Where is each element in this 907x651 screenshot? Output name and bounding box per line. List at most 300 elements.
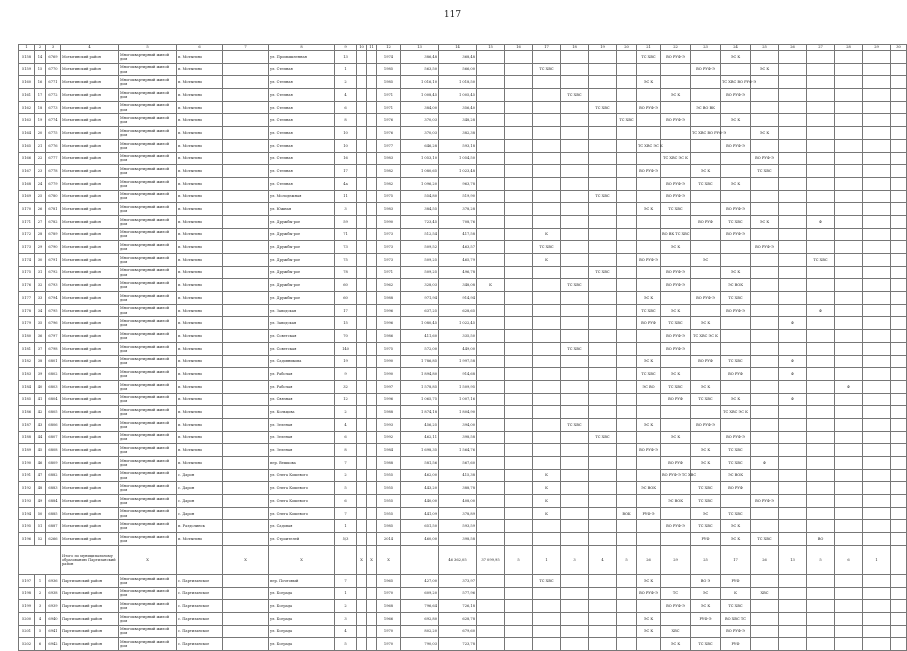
table-cell: ул. Бограда [269,612,335,625]
table-cell [367,638,377,651]
table-cell: 59 [335,215,357,228]
table-cell: ЭС [691,587,721,600]
table-cell [367,304,377,317]
table-cell [367,625,377,638]
table-row [19,574,907,587]
table-cell: ЭС К [691,444,721,457]
table-cell [589,625,617,638]
table-cell: 5179 [19,317,35,330]
table-cell: 1970 [377,625,401,638]
registry-table-wrapper [18,44,901,649]
table-cell [505,89,533,102]
table-cell: ТС ХВС [721,457,751,470]
table-cell: ВО ВК ТС ХВС [661,228,691,241]
table-cell: 1 [863,545,891,574]
table-cell: ЭС К [637,574,661,587]
table-cell [223,89,269,102]
table-row [19,114,907,127]
table-cell: 15 [335,317,357,330]
table-cell: ВО РУФ-Э [691,63,721,76]
table-cell [779,139,807,152]
table-cell [863,368,891,381]
table-cell [807,342,835,355]
table-cell: 6803 [46,380,61,393]
table-cell: Мотыгинский район [61,469,119,482]
table-cell [891,587,907,600]
table-cell: п. Мотыгино [177,418,223,431]
table-cell [691,139,721,152]
table-cell [589,76,617,89]
table-cell [533,76,561,89]
table-cell: Мотыгинский район [61,89,119,102]
table-cell [721,241,751,254]
table-cell [617,380,637,393]
table-cell [357,254,367,267]
table-cell [835,444,863,457]
table-cell: Многоквартирный жилой дом [119,418,177,431]
table-cell [751,279,779,292]
table-cell [863,600,891,613]
table-cell: 48 [35,482,46,495]
table-cell: Многоквартирный жилой дом [119,241,177,254]
table-cell [533,215,561,228]
table-cell [533,304,561,317]
table-cell [561,139,589,152]
table-cell [661,482,691,495]
table-cell: 398,58 [439,533,477,546]
table-cell: 1982 [377,165,401,178]
table-cell: Многоквартирный жилой дом [119,89,177,102]
table-cell [835,406,863,419]
table-cell [477,406,505,419]
table-cell: 12 [335,393,357,406]
table-cell: 1 786,85 [401,355,439,368]
table-cell: 26 [751,545,779,574]
table-cell: 348,28 [439,114,477,127]
table-cell: 386,48 [401,51,439,64]
table-cell [779,600,807,613]
table-cell [223,254,269,267]
table-cell: ул. Рабочая [269,380,335,393]
table-cell [863,469,891,482]
table-row [19,292,907,305]
table-cell [477,317,505,330]
table-cell: 25 [691,545,721,574]
table-row [19,342,907,355]
table-cell [751,355,779,368]
table-cell [891,152,907,165]
table-cell [637,279,661,292]
table-cell [617,127,637,140]
table-cell: Мотыгинский район [61,165,119,178]
table-cell [891,317,907,330]
table-cell: 1 578,85 [401,380,439,393]
table-cell [617,279,637,292]
table-cell [357,51,367,64]
table-cell: Мотыгинский район [61,101,119,114]
table-cell [637,63,661,76]
table-cell [807,279,835,292]
table-row [19,380,907,393]
table-cell: 6887 [46,520,61,533]
table-cell: 577,96 [439,587,477,600]
table-cell [863,114,891,127]
table-cell [807,101,835,114]
table-cell: 6884 [46,495,61,508]
table-cell: 4 [335,89,357,102]
table-cell: 348,08 [439,279,477,292]
table-cell [779,292,807,305]
table-cell: ул. Степная [269,76,335,89]
table-cell [357,63,367,76]
table-cell: 651,50 [401,520,439,533]
table-cell [357,165,367,178]
table-cell: ул. Бограда [269,600,335,613]
table-cell: РУФ-Э [637,507,661,520]
table-cell [779,165,807,178]
table-cell [533,89,561,102]
table-cell: 2 [335,406,357,419]
table-cell: 5161 [19,89,35,102]
table-cell: 5201 [19,625,35,638]
table-cell: ТС ХВС [721,600,751,613]
table-cell [561,215,589,228]
table-cell [691,368,721,381]
table-cell: ул. Рабочая [269,368,335,381]
table-cell [589,292,617,305]
table-cell [617,625,637,638]
table-cell: 5195 [19,520,35,533]
table-cell: 46 362,05 [439,545,477,574]
table-cell: 456,25 [401,418,439,431]
table-cell: 1971 [377,89,401,102]
column-header: 10 [357,45,367,51]
table-cell: ЭС К [661,431,691,444]
table-cell [533,342,561,355]
table-cell [561,101,589,114]
table-cell [779,520,807,533]
table-cell: ВО РУФ-Э [751,495,779,508]
table-cell [617,342,637,355]
table-cell [477,495,505,508]
table-cell [721,495,751,508]
table-cell [863,51,891,64]
table-cell [617,612,637,625]
table-cell [223,127,269,140]
table-cell: Многоквартирный жилой дом [119,625,177,638]
table-cell: ул. Дружбы-рое [269,228,335,241]
table-cell: 32 [335,380,357,393]
table-cell: 4 [335,625,357,638]
table-cell [835,600,863,613]
column-header: 13 [401,45,439,51]
table-cell [505,254,533,267]
table-cell: 6 [335,101,357,114]
table-cell: 496,78 [439,266,477,279]
table-cell [835,482,863,495]
table-cell: Многоквартирный жилой дом [119,612,177,625]
table-cell [617,152,637,165]
table-cell: Ф [779,368,807,381]
table-cell [863,304,891,317]
table-cell: 140 [335,342,357,355]
table-cell [223,444,269,457]
table-cell [367,114,377,127]
table-cell [835,625,863,638]
table-cell: 8 [335,444,357,457]
table-cell: 1968 [377,600,401,613]
table-cell [367,406,377,419]
table-cell: Мотыгинский район [61,368,119,381]
table-cell: ЭС К [637,355,661,368]
table-cell: Многоквартирный жилой дом [119,292,177,305]
table-cell: п. Мотыгино [177,444,223,457]
table-cell: 10 [335,139,357,152]
table-cell: п. Мотыгино [177,317,223,330]
table-cell: 796,64 [401,600,439,613]
table-cell: п. Мотыгино [177,279,223,292]
table-cell: 6798 [46,342,61,355]
table-cell: 370,03 [401,127,439,140]
table-row [19,612,907,625]
column-header: 14 [439,45,477,51]
table-cell [223,380,269,393]
table-cell [177,545,223,574]
table-cell: 6938 [46,587,61,600]
table-cell [863,266,891,279]
table-cell [617,638,637,651]
table-cell [721,317,751,330]
table-cell: X [377,545,401,574]
table-cell [691,266,721,279]
table-cell: 30 [35,254,46,267]
table-cell [835,215,863,228]
table-cell [533,177,561,190]
table-cell: 6809 [46,457,61,470]
table-cell [835,76,863,89]
table-cell [807,507,835,520]
table-cell [561,254,589,267]
table-cell [807,431,835,444]
table-cell: 19 [335,355,357,368]
table-cell: ТС ХВС [533,574,561,587]
table-cell [751,638,779,651]
table-cell [561,457,589,470]
table-cell: Ф [751,457,779,470]
table-cell: X [367,545,377,574]
table-cell [617,266,637,279]
table-cell [891,612,907,625]
table-cell [807,625,835,638]
table-cell: Многоквартирный жилой дом [119,76,177,89]
table-cell: ул. Бограда [269,587,335,600]
table-cell [751,574,779,587]
table-cell: 567,60 [439,457,477,470]
table-cell: 6802 [46,368,61,381]
table-cell: ВО ХВС ТС [721,612,751,625]
table-row [19,203,907,216]
table-cell [477,89,505,102]
column-header: 21 [637,45,661,51]
table-cell: 1 054,50 [439,152,477,165]
table-cell: 6885 [46,507,61,520]
table-cell: 1 894,80 [401,368,439,381]
table-cell [661,574,691,587]
table-cell [751,101,779,114]
table-cell: ТС ХВС [561,418,589,431]
table-cell [223,342,269,355]
table-cell [223,241,269,254]
table-cell [661,418,691,431]
table-cell [477,190,505,203]
table-cell [835,317,863,330]
table-cell [357,393,367,406]
table-cell: ВОК [617,507,637,520]
table-cell [779,469,807,482]
table-row [19,139,907,152]
table-cell [617,406,637,419]
table-cell: 6806 [46,418,61,431]
table-cell: Многоквартирный жилой дом [119,266,177,279]
table-cell [637,393,661,406]
table-cell [589,444,617,457]
table-cell [751,51,779,64]
table-cell [835,638,863,651]
table-cell: Мотыгинский район [61,279,119,292]
table-cell: 5159 [19,63,35,76]
table-cell [891,507,907,520]
table-cell [533,612,561,625]
table-cell [863,279,891,292]
table-cell [357,406,367,419]
table-cell: ЭС К [661,241,691,254]
column-header: 5 [119,45,177,51]
table-cell: ул. Олега Кошевого [269,469,335,482]
table-cell: 963,78 [439,177,477,190]
table-cell [505,330,533,343]
table-cell: 6781 [46,203,61,216]
table-row [19,638,907,651]
table-cell [891,457,907,470]
table-cell [223,355,269,368]
table-cell [891,600,907,613]
table-cell [505,520,533,533]
table-cell [533,368,561,381]
table-cell: 8 [335,114,357,127]
table-cell [891,63,907,76]
table-cell [505,266,533,279]
table-cell: 6774 [46,114,61,127]
table-row [19,368,907,381]
table-cell [223,101,269,114]
table-cell: ЭС К [751,127,779,140]
table-cell [779,625,807,638]
table-cell [891,380,907,393]
table-cell: 408,00 [439,495,477,508]
table-cell: 5200 [19,612,35,625]
table-cell [477,418,505,431]
table-cell [561,63,589,76]
table-cell: Многоквартирный жилой дом [119,190,177,203]
table-cell: ЭС К [637,625,661,638]
table-cell [751,190,779,203]
table-cell: 6789 [46,228,61,241]
table-cell [751,139,779,152]
table-cell: с. Дарон [177,482,223,495]
table-cell [779,241,807,254]
table-cell [835,507,863,520]
table-cell: ТС ХВС [617,114,637,127]
table-cell [751,418,779,431]
table-cell [835,342,863,355]
table-cell [477,469,505,482]
table-cell: 1970 [377,638,401,651]
table-cell [357,279,367,292]
table-cell [357,457,367,470]
table-cell: 71 [335,228,357,241]
table-cell [357,380,367,393]
table-cell: 60 [335,279,357,292]
table-cell [863,215,891,228]
table-cell: 417,58 [439,228,477,241]
table-cell [807,292,835,305]
table-cell: п. Мотыгино [177,533,223,546]
table-cell [561,469,589,482]
table-cell [589,418,617,431]
table-cell: ТС ХВС [589,431,617,444]
table-cell [367,63,377,76]
table-cell: Мотыгинский район [61,355,119,368]
table-cell [357,190,367,203]
table-cell: Многоквартирный жилой дом [119,393,177,406]
table-cell [561,355,589,368]
column-header: 2 [35,45,46,51]
table-cell: ул. Промышленная [269,51,335,64]
table-cell [505,114,533,127]
table-row [19,600,907,613]
table-cell [367,165,377,178]
table-cell: ТС ХВС [533,241,561,254]
table-cell [691,51,721,64]
table-cell: ул. Советская [269,342,335,355]
table-cell: Мотыгинский район [61,507,119,520]
table-cell [357,342,367,355]
table-cell: Ф [779,355,807,368]
table-cell: ТС ХВС ЭС К [661,152,691,165]
table-cell [533,355,561,368]
column-header: 18 [561,45,589,51]
table-cell [561,76,589,89]
table-cell [637,114,661,127]
table-cell [835,51,863,64]
table-cell: Мотыгинский район [61,51,119,64]
table-cell: ЭС К [691,317,721,330]
table-cell [891,292,907,305]
table-cell [367,292,377,305]
table-cell [721,190,751,203]
table-cell [891,203,907,216]
table-cell: 17 [335,304,357,317]
table-cell [367,457,377,470]
table-cell: ТС [661,587,691,600]
table-cell [223,51,269,64]
table-cell: 6794 [46,292,61,305]
table-cell [367,355,377,368]
table-cell: ТС ХВС [561,89,589,102]
table-cell [807,51,835,64]
table-cell: 1 053,10 [401,152,439,165]
table-cell: 5192 [19,482,35,495]
